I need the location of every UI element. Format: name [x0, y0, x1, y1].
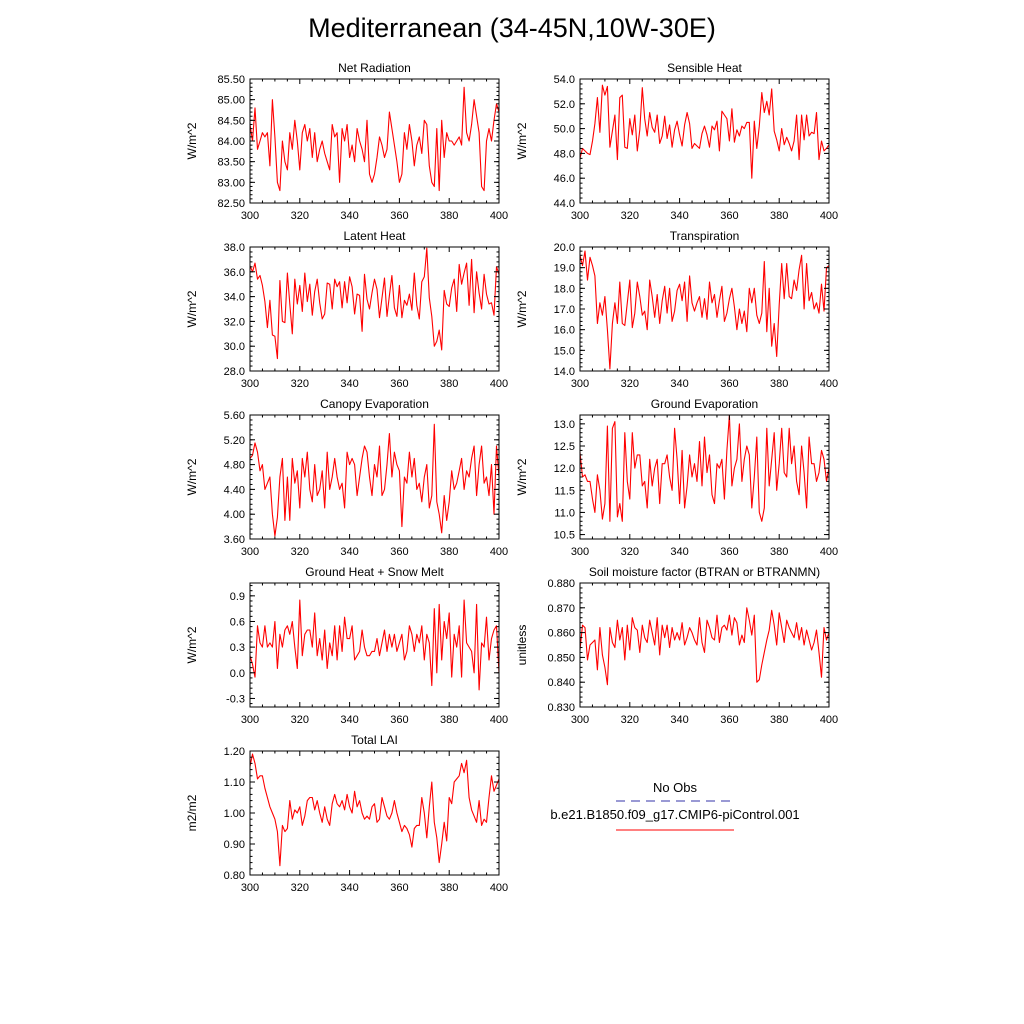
y-tick-label: 32.0 — [223, 316, 245, 329]
y-tick-label: 50.0 — [553, 123, 575, 136]
series-line — [580, 608, 829, 685]
y-tick-label: 5.60 — [223, 410, 245, 422]
panel-title: Canopy Evaporation — [320, 397, 429, 411]
x-tick-label: 400 — [489, 546, 509, 558]
x-tick-label: 380 — [770, 210, 789, 222]
y-tick-label: 1.00 — [223, 808, 245, 820]
y-tick-label: 17.0 — [553, 304, 575, 316]
chart-panel — [185, 733, 508, 894]
x-tick-label: 300 — [570, 210, 590, 222]
legend-label-obs: No Obs — [652, 780, 698, 795]
chart-panel — [515, 229, 838, 390]
x-tick-label: 380 — [440, 882, 459, 894]
y-axis-label: W/m^2 — [515, 290, 529, 328]
x-tick-label: 400 — [489, 714, 509, 726]
x-tick-label: 340 — [670, 210, 689, 222]
panel-title: Sensible Heat — [667, 61, 742, 75]
y-tick-label: 0.9 — [229, 590, 245, 603]
x-tick-label: 400 — [489, 378, 509, 390]
y-axis-label: W/m^2 — [515, 122, 529, 160]
x-tick-label: 360 — [720, 378, 739, 390]
y-tick-label: 0.850 — [547, 652, 575, 665]
series-line — [250, 87, 499, 190]
x-tick-label: 340 — [340, 210, 359, 222]
x-tick-label: 360 — [390, 378, 409, 390]
x-tick-label: 360 — [390, 714, 409, 726]
plot-frame — [250, 247, 499, 371]
x-tick-label: 400 — [489, 882, 509, 894]
y-tick-label: 84.50 — [217, 115, 245, 128]
x-tick-label: 400 — [819, 546, 839, 558]
x-tick-label: 360 — [390, 210, 409, 222]
x-tick-label: 300 — [570, 546, 590, 558]
y-tick-label: 0.0 — [229, 667, 245, 680]
y-tick-label: 54.0 — [553, 74, 575, 86]
y-tick-label: 10.5 — [553, 529, 575, 542]
plot-frame — [580, 415, 829, 539]
y-tick-label: 30.0 — [223, 341, 245, 354]
y-tick-label: 0.830 — [547, 702, 575, 714]
series-line — [580, 85, 829, 178]
x-tick-label: 300 — [570, 714, 590, 726]
series-line — [250, 248, 499, 358]
plot-frame — [580, 79, 829, 203]
y-tick-label: 4.00 — [223, 509, 245, 522]
x-tick-label: 340 — [670, 546, 689, 558]
y-tick-label: 12.5 — [553, 441, 575, 453]
x-tick-label: 380 — [440, 210, 459, 222]
x-tick-label: 300 — [240, 882, 260, 894]
y-tick-label: 12.0 — [553, 463, 575, 476]
panel-title: Net Radiation — [338, 61, 411, 75]
y-tick-label: 83.00 — [217, 177, 245, 190]
panel-title: Transpiration — [669, 229, 740, 243]
series-line — [580, 415, 829, 521]
y-axis-label: m2/m2 — [185, 794, 199, 832]
chart-panel — [185, 397, 508, 558]
y-tick-label: 0.880 — [547, 578, 575, 590]
y-tick-label: 0.870 — [547, 602, 575, 615]
y-tick-label: 0.80 — [223, 870, 245, 882]
page-title: Mediterranean (34-45N,10W-30E) — [308, 13, 716, 43]
y-tick-label: 1.10 — [223, 777, 245, 789]
panel-title: Latent Heat — [343, 229, 406, 243]
y-tick-label: 82.50 — [217, 198, 245, 210]
x-tick-label: 400 — [489, 210, 509, 222]
x-tick-label: 340 — [340, 882, 359, 894]
x-tick-label: 320 — [620, 714, 639, 726]
chart-panel — [185, 229, 508, 390]
y-tick-label: 3.60 — [223, 534, 245, 546]
x-tick-label: 360 — [720, 546, 739, 558]
y-tick-label: 52.0 — [553, 98, 575, 111]
y-tick-label: 20.0 — [553, 242, 575, 254]
x-tick-label: 400 — [819, 210, 839, 222]
chart-panel — [515, 565, 838, 726]
plot-frame — [250, 751, 499, 875]
y-tick-label: 0.90 — [223, 839, 245, 851]
x-tick-label: 320 — [620, 546, 639, 558]
y-tick-label: 1.20 — [223, 746, 245, 758]
y-tick-label: 84.00 — [217, 136, 245, 148]
y-axis-label: W/m^2 — [185, 458, 199, 496]
x-tick-label: 340 — [670, 714, 689, 726]
y-tick-label: 83.50 — [217, 156, 245, 169]
x-tick-label: 360 — [390, 546, 409, 558]
y-tick-label: 28.0 — [223, 366, 245, 378]
x-tick-label: 320 — [290, 714, 309, 726]
x-tick-label: 320 — [290, 210, 309, 222]
legend-label-model: b.e21.B1850.f09_g17.CMIP6-piControl.001 — [550, 807, 800, 822]
x-tick-label: 380 — [440, 714, 459, 726]
y-tick-label: 15.0 — [553, 345, 575, 358]
y-tick-label: 4.80 — [223, 459, 245, 472]
x-tick-label: 300 — [240, 714, 260, 726]
x-tick-label: 300 — [240, 210, 260, 222]
y-tick-label: 44.0 — [553, 198, 575, 210]
series-line — [250, 754, 499, 866]
y-axis-label: W/m^2 — [185, 626, 199, 664]
panel-title: Ground Evaporation — [650, 397, 759, 411]
y-tick-label: 0.840 — [547, 677, 575, 690]
x-tick-label: 320 — [290, 882, 309, 894]
y-tick-label: 5.20 — [223, 434, 245, 447]
y-tick-label: 0.3 — [229, 642, 245, 655]
x-tick-label: 300 — [240, 546, 260, 558]
y-tick-label: 85.50 — [217, 74, 245, 86]
x-tick-label: 380 — [770, 714, 789, 726]
panel-title: Total LAI — [351, 733, 398, 747]
x-tick-label: 380 — [770, 546, 789, 558]
plot-frame — [580, 247, 829, 371]
chart-panel — [515, 61, 838, 222]
x-tick-label: 360 — [720, 714, 739, 726]
y-axis-label: W/m^2 — [185, 122, 199, 160]
legend — [550, 780, 799, 830]
y-tick-label: 4.40 — [223, 484, 245, 497]
y-tick-label: 13.0 — [553, 418, 575, 431]
x-tick-label: 380 — [440, 546, 459, 558]
y-tick-label: 85.00 — [217, 94, 245, 107]
plot-frame — [580, 583, 829, 707]
chart-panel — [185, 61, 508, 222]
y-tick-label: -0.3 — [226, 693, 245, 706]
y-axis-label: unitless — [515, 624, 529, 666]
series-line — [250, 424, 499, 536]
x-tick-label: 360 — [720, 210, 739, 222]
y-tick-label: 16.0 — [553, 324, 575, 337]
y-tick-label: 46.0 — [553, 173, 575, 186]
y-tick-label: 0.860 — [547, 627, 575, 640]
x-tick-label: 340 — [340, 714, 359, 726]
y-tick-label: 11.0 — [554, 507, 575, 520]
x-tick-label: 400 — [819, 378, 839, 390]
x-tick-label: 340 — [340, 378, 359, 390]
y-tick-label: 18.0 — [553, 283, 575, 296]
series-line — [580, 251, 829, 369]
x-tick-label: 320 — [290, 546, 309, 558]
x-tick-label: 360 — [390, 882, 409, 894]
plot-frame — [250, 583, 499, 707]
y-tick-label: 19.0 — [553, 262, 575, 275]
y-tick-label: 0.6 — [229, 616, 245, 629]
chart-panel — [515, 397, 838, 558]
x-tick-label: 300 — [240, 378, 260, 390]
x-tick-label: 340 — [670, 378, 689, 390]
y-tick-label: 38.0 — [223, 242, 245, 254]
y-tick-label: 14.0 — [553, 366, 575, 378]
y-tick-label: 36.0 — [223, 266, 245, 279]
y-tick-label: 48.0 — [553, 148, 575, 161]
x-tick-label: 400 — [819, 714, 839, 726]
y-axis-label: W/m^2 — [185, 290, 199, 328]
x-tick-label: 320 — [620, 210, 639, 222]
panel-title: Ground Heat + Snow Melt — [305, 565, 444, 579]
x-tick-label: 300 — [570, 378, 590, 390]
series-line — [250, 600, 499, 690]
y-axis-label: W/m^2 — [515, 458, 529, 496]
x-tick-label: 380 — [770, 378, 789, 390]
x-tick-label: 320 — [620, 378, 639, 390]
y-tick-label: 11.5 — [554, 485, 575, 498]
x-tick-label: 380 — [440, 378, 459, 390]
panel-title: Soil moisture factor (BTRAN or BTRANMN) — [588, 565, 821, 579]
chart-panel — [185, 565, 508, 726]
y-tick-label: 34.0 — [223, 291, 245, 304]
x-tick-label: 340 — [340, 546, 359, 558]
x-tick-label: 320 — [290, 378, 309, 390]
